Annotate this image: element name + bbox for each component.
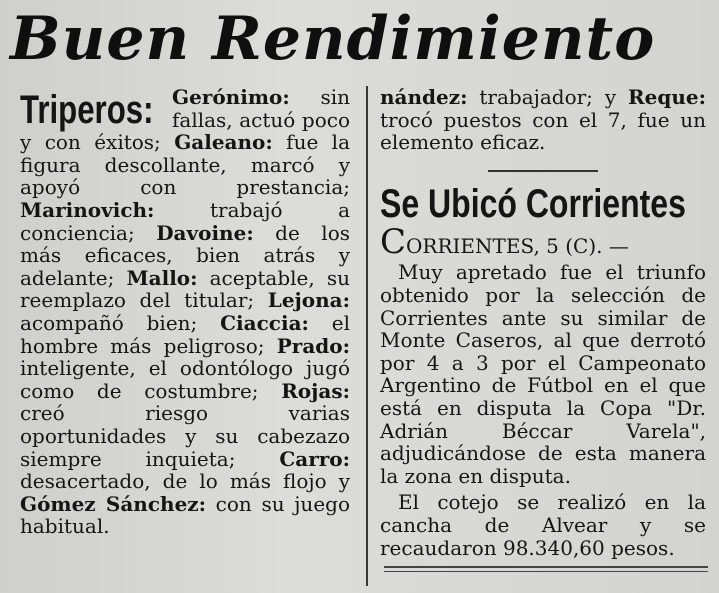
player-comment: el hombre más peligroso; (20, 310, 351, 358)
section-divider (488, 170, 598, 172)
player-comment: trocó puestos con el 7, fue un elemento eficaz. (380, 107, 706, 155)
player-name: Mallo: (126, 265, 198, 290)
lead-heading: Triperos: (20, 88, 154, 132)
bottom-rule (384, 566, 708, 572)
player-comment: desacertado, de lo más flojo y (20, 469, 350, 494)
player-name: nández: (380, 85, 468, 109)
dateline (380, 221, 706, 262)
article-paragraph: El cotejo se realizó en la cancha de Alvear y se recaudaron 98.340,60 pesos. (380, 490, 706, 560)
article-paragraph: Muy apretado fue el triunfo obtenido por la selección de Corrientes ante su similar de Monte Caseros, al que derrotó por 4 a 3 por el Campeonato Argentino de Fútbol en el que está en disputa la Copa "Dr. Adrián Béccar Varela", adjudicándose de esta manera la zona en disputa. (380, 260, 706, 488)
player-comment: sin fallas, actuó poco y con éxitos; (20, 85, 350, 155)
player-name: Carro: (279, 446, 350, 471)
player-name: Gerónimo: (172, 85, 290, 109)
player-comment: aceptable, su reemplazo del titular; (20, 265, 351, 313)
player-name: Gómez Sánchez: (20, 491, 207, 516)
player-name: Ciaccia: (220, 310, 309, 335)
dateline-text: ORRIENTES, 5 (C). — (406, 233, 629, 258)
player-comment: de los más eficaces, bien atrás y adelante; (20, 220, 350, 290)
player-comment: inteligente, el odontólogo jugó como de costumbre; (20, 356, 350, 403)
player-comment: trabajó a conciencia; (20, 197, 350, 245)
player-name: Lejona: (267, 288, 350, 313)
continued-text (380, 86, 706, 154)
sub-headline: Se Ubicó Corrientes (380, 181, 686, 226)
column-divider (366, 86, 368, 586)
player-comment: acompañó bien; (20, 310, 221, 335)
player-comment: con su juego habitual. (20, 491, 350, 539)
player-name: Rojas: (281, 378, 350, 403)
drop-cap: C (380, 221, 407, 262)
player-name: Reque: (628, 85, 706, 109)
left-column (20, 86, 350, 538)
player-name: Prado: (276, 333, 350, 358)
player-list (20, 85, 350, 538)
player-comment: trabajador; y (467, 85, 629, 109)
player-name: Davoine: (156, 220, 254, 245)
player-name: Galeano: (174, 130, 273, 155)
player-name: Marinovich: (20, 197, 155, 222)
player-comment: fue la figura descollante, marcó y apoyó con prestancia; (20, 130, 350, 200)
player-comment: creó riesgo varias oportunidades y su cabezazo siempre inquieta; (20, 401, 350, 471)
main-headline: Buen Rendimiento (10, 4, 656, 74)
right-column (380, 86, 706, 559)
